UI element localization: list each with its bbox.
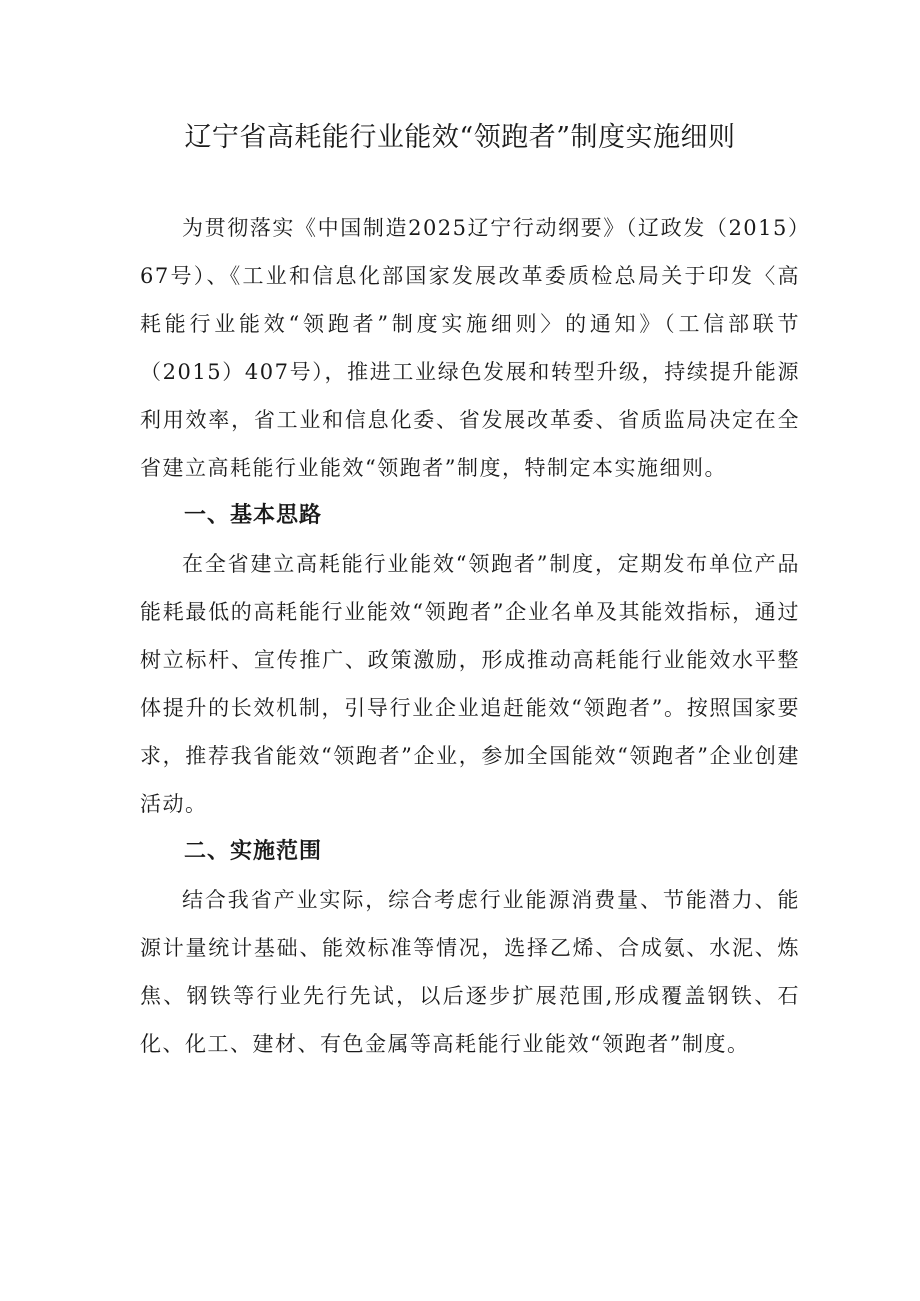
document-title: 辽宁省高耗能行业能效“领跑者”制度实施细则	[184, 122, 736, 153]
section-heading-scope: 二、实施范围	[184, 839, 323, 864]
intro-paragraph: 为贯彻落实《中国制造2025辽宁行动纲要》（辽政发（2015）67号）、《工业和信息化部国家发展改革委质检总局关于印发〈高耗能行业能效“领跑者”制度实施细则〉的通知》（工信部联节（2015）407号），推进工业绿色发展和转型升级，持续提升能源利用效率，省工业和信息化委、省发展改革委、省质监局决定在全省建立高耗能行业能效“领跑者”制度，特制定本实施细则。	[140, 216, 800, 480]
section-paragraph-scope: 结合我省产业实际，综合考虑行业能源消费量、节能潜力、能源计量统计基础、能效标准等情况，选择乙烯、合成氨、水泥、炼焦、钢铁等行业先行先试，以后逐步扩展范围,形成覆盖钢铁、石化、化工、建材、有色金属等高耗能行业能效“领跑者”制度。	[140, 888, 800, 1056]
section-heading-basic-approach: 一、基本思路	[184, 503, 323, 528]
document-body	[140, 204, 800, 1068]
section-paragraph-basic-approach: 在全省建立高耗能行业能效“领跑者”制度，定期发布单位产品能耗最低的高耗能行业能效“领跑者”企业名单及其能效指标，通过树立标杆、宣传推广、政策激励，形成推动高耗能行业能效水平整体提升的长效机制，引导行业企业追赶能效“领跑者”。按照国家要求，推荐我省能效“领跑者”企业，参加全国能效“领跑者”企业创建活动。	[140, 552, 800, 816]
